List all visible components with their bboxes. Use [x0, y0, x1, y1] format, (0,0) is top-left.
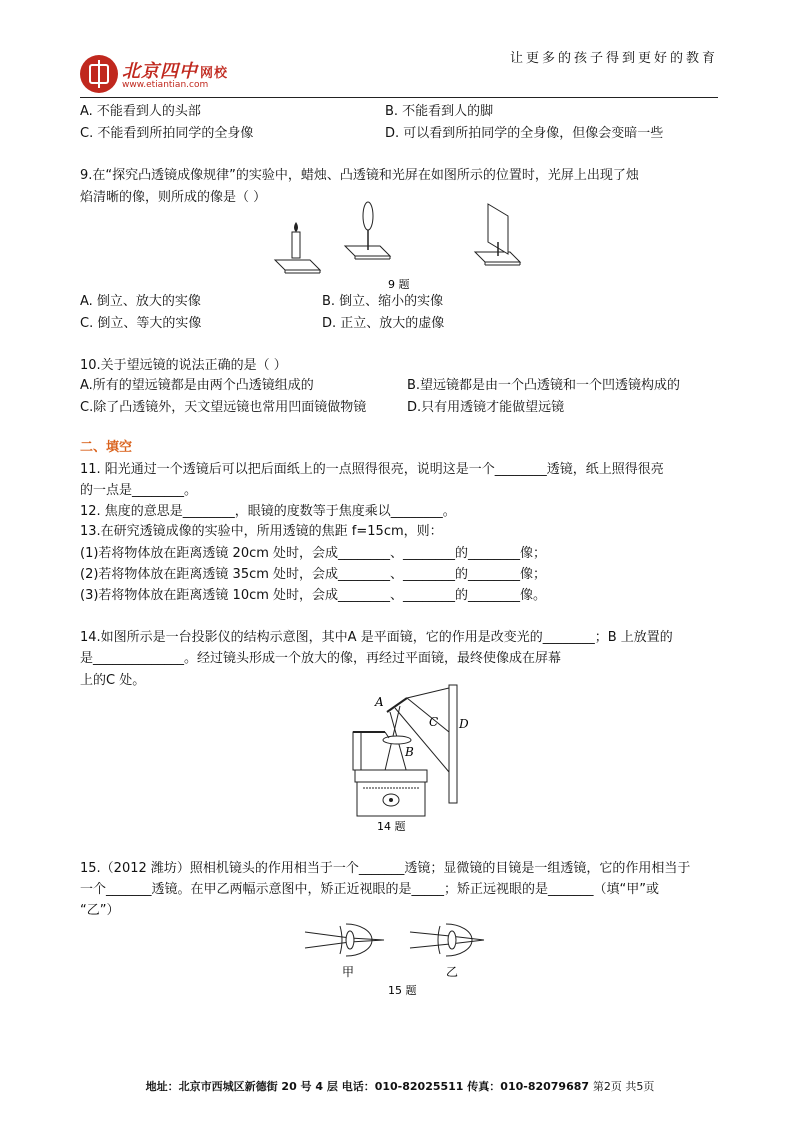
- q13-item2: (2)若将物体放在距离透镜 35cm 处时，会成________、________的________像；: [80, 567, 547, 582]
- q9-option-c: C. 倒立、等大的实像: [80, 316, 202, 331]
- projector-lens: [383, 736, 411, 744]
- candle-flame: [294, 222, 298, 232]
- q9-option-d: D. 正立、放大的虚像: [322, 316, 445, 331]
- q8-option-b: B. 不能看到人的脚: [385, 104, 494, 119]
- q15-line3: “乙”）: [80, 903, 120, 918]
- q10-stem: 10.关于望远镜的说法正确的是（ ）: [80, 358, 287, 373]
- q14-projector-figure: [345, 682, 475, 834]
- q9-option-b: B. 倒立、缩小的实像: [322, 294, 444, 309]
- q9-stem-line1: 9.在“探究凸透镜成像规律”的实验中，蜡烛、凸透镜和光屏在如图所示的位置时，光屏上出现了烛: [80, 168, 639, 183]
- q14-line1: 14.如图所示是一台投影仪的结构示意图，其中A 是平面镜，它的作用是改变光的________；B 上放置的: [80, 630, 673, 645]
- page-footer: [0, 1078, 800, 1094]
- header-divider: [80, 97, 718, 98]
- q9-caption: 9 题: [388, 278, 410, 291]
- label-A: A: [375, 695, 384, 709]
- q13-stem: 13.在研究透镜成像的实验中，所用透镜的焦距 f=15cm，则：: [80, 524, 443, 539]
- footer-address: 地址：北京市西城区新德街 20 号 4 层 电话：010-82025511 传真：010-82079687: [145, 1080, 590, 1093]
- logo-url: www.etiantian.com: [122, 80, 209, 90]
- label-jia: 甲: [342, 965, 355, 979]
- q8-option-a: A. 不能看到人的头部: [80, 104, 201, 119]
- logo-icon: [80, 55, 118, 93]
- q14-line3: 上的C 处。: [80, 673, 146, 688]
- q9-stem-line2: 焰清晰的像，则所成的像是（ ）: [80, 190, 267, 205]
- q10-option-c: C.除了凸透镜外，天文望远镜也常用凹面镜做物镜: [80, 400, 367, 415]
- lens: [363, 202, 373, 230]
- label-yi: 乙: [446, 965, 459, 979]
- q8-option-d: D. 可以看到所拍同学的全身像，但像会变暗一些: [385, 126, 664, 141]
- q14-line2: 是______________。经过镜头形成一个放大的像，再经过平面镜，最终使像成在屏幕: [80, 651, 562, 666]
- q10-option-a: A.所有的望远镜都是由两个凸透镜组成的: [80, 378, 314, 393]
- section-title: 二、填空: [80, 440, 133, 455]
- footer-page-number: 第2页 共5页: [592, 1080, 655, 1093]
- label-D: D: [459, 717, 469, 731]
- logo-name: 北京四中 网校: [122, 61, 229, 82]
- header-slogan: 让更多的孩子得到更好的教育: [509, 51, 718, 66]
- label-B: B: [405, 745, 414, 759]
- q14-caption: 14 题: [377, 820, 406, 833]
- q9-option-a: A. 倒立、放大的实像: [80, 294, 201, 309]
- q15-eye-figure: [300, 918, 500, 998]
- q15-line2: 一个_______透镜。在甲乙两幅示意图中，矫正近视眼的是_____；矫正远视眼的是_______（填“甲”或: [80, 882, 659, 897]
- candle-base: [275, 260, 320, 270]
- q11-line2: 的一点是________。: [80, 483, 198, 498]
- q15-line1: 15.（2012 潍坊）照相机镜头的作用相当于一个_______透镜；显微镜的目镜是一组透镜，它的作用相当于: [80, 861, 691, 876]
- q15-caption: 15 题: [388, 984, 417, 997]
- projector-screen: [449, 685, 457, 803]
- q8-option-c: C. 不能看到所拍同学的全身像: [80, 126, 254, 141]
- q11-line1: 11. 阳光通过一个透镜后可以把后面纸上的一点照得很亮，说明这是一个________透镜，纸上照得很亮: [80, 462, 664, 477]
- q10-option-b: B.望远镜都是由一个凸透镜和一个凹透镜构成的: [407, 378, 681, 393]
- q13-item3: (3)若将物体放在距离透镜 10cm 处时，会成________、________的________像。: [80, 588, 547, 603]
- lens-yi: [438, 926, 440, 954]
- q10-option-d: D.只有用透镜才能做望远镜: [407, 400, 565, 415]
- q13-item1: (1)若将物体放在距离透镜 20cm 处时，会成________、________的________像；: [80, 546, 547, 561]
- candle: [292, 232, 300, 258]
- lens-jia: [340, 926, 342, 954]
- q12-line: 12. 焦度的意思是________，眼镜的度数等于焦度乘以________。: [80, 504, 456, 519]
- q9-figure: [270, 200, 530, 292]
- label-C: C: [429, 715, 439, 729]
